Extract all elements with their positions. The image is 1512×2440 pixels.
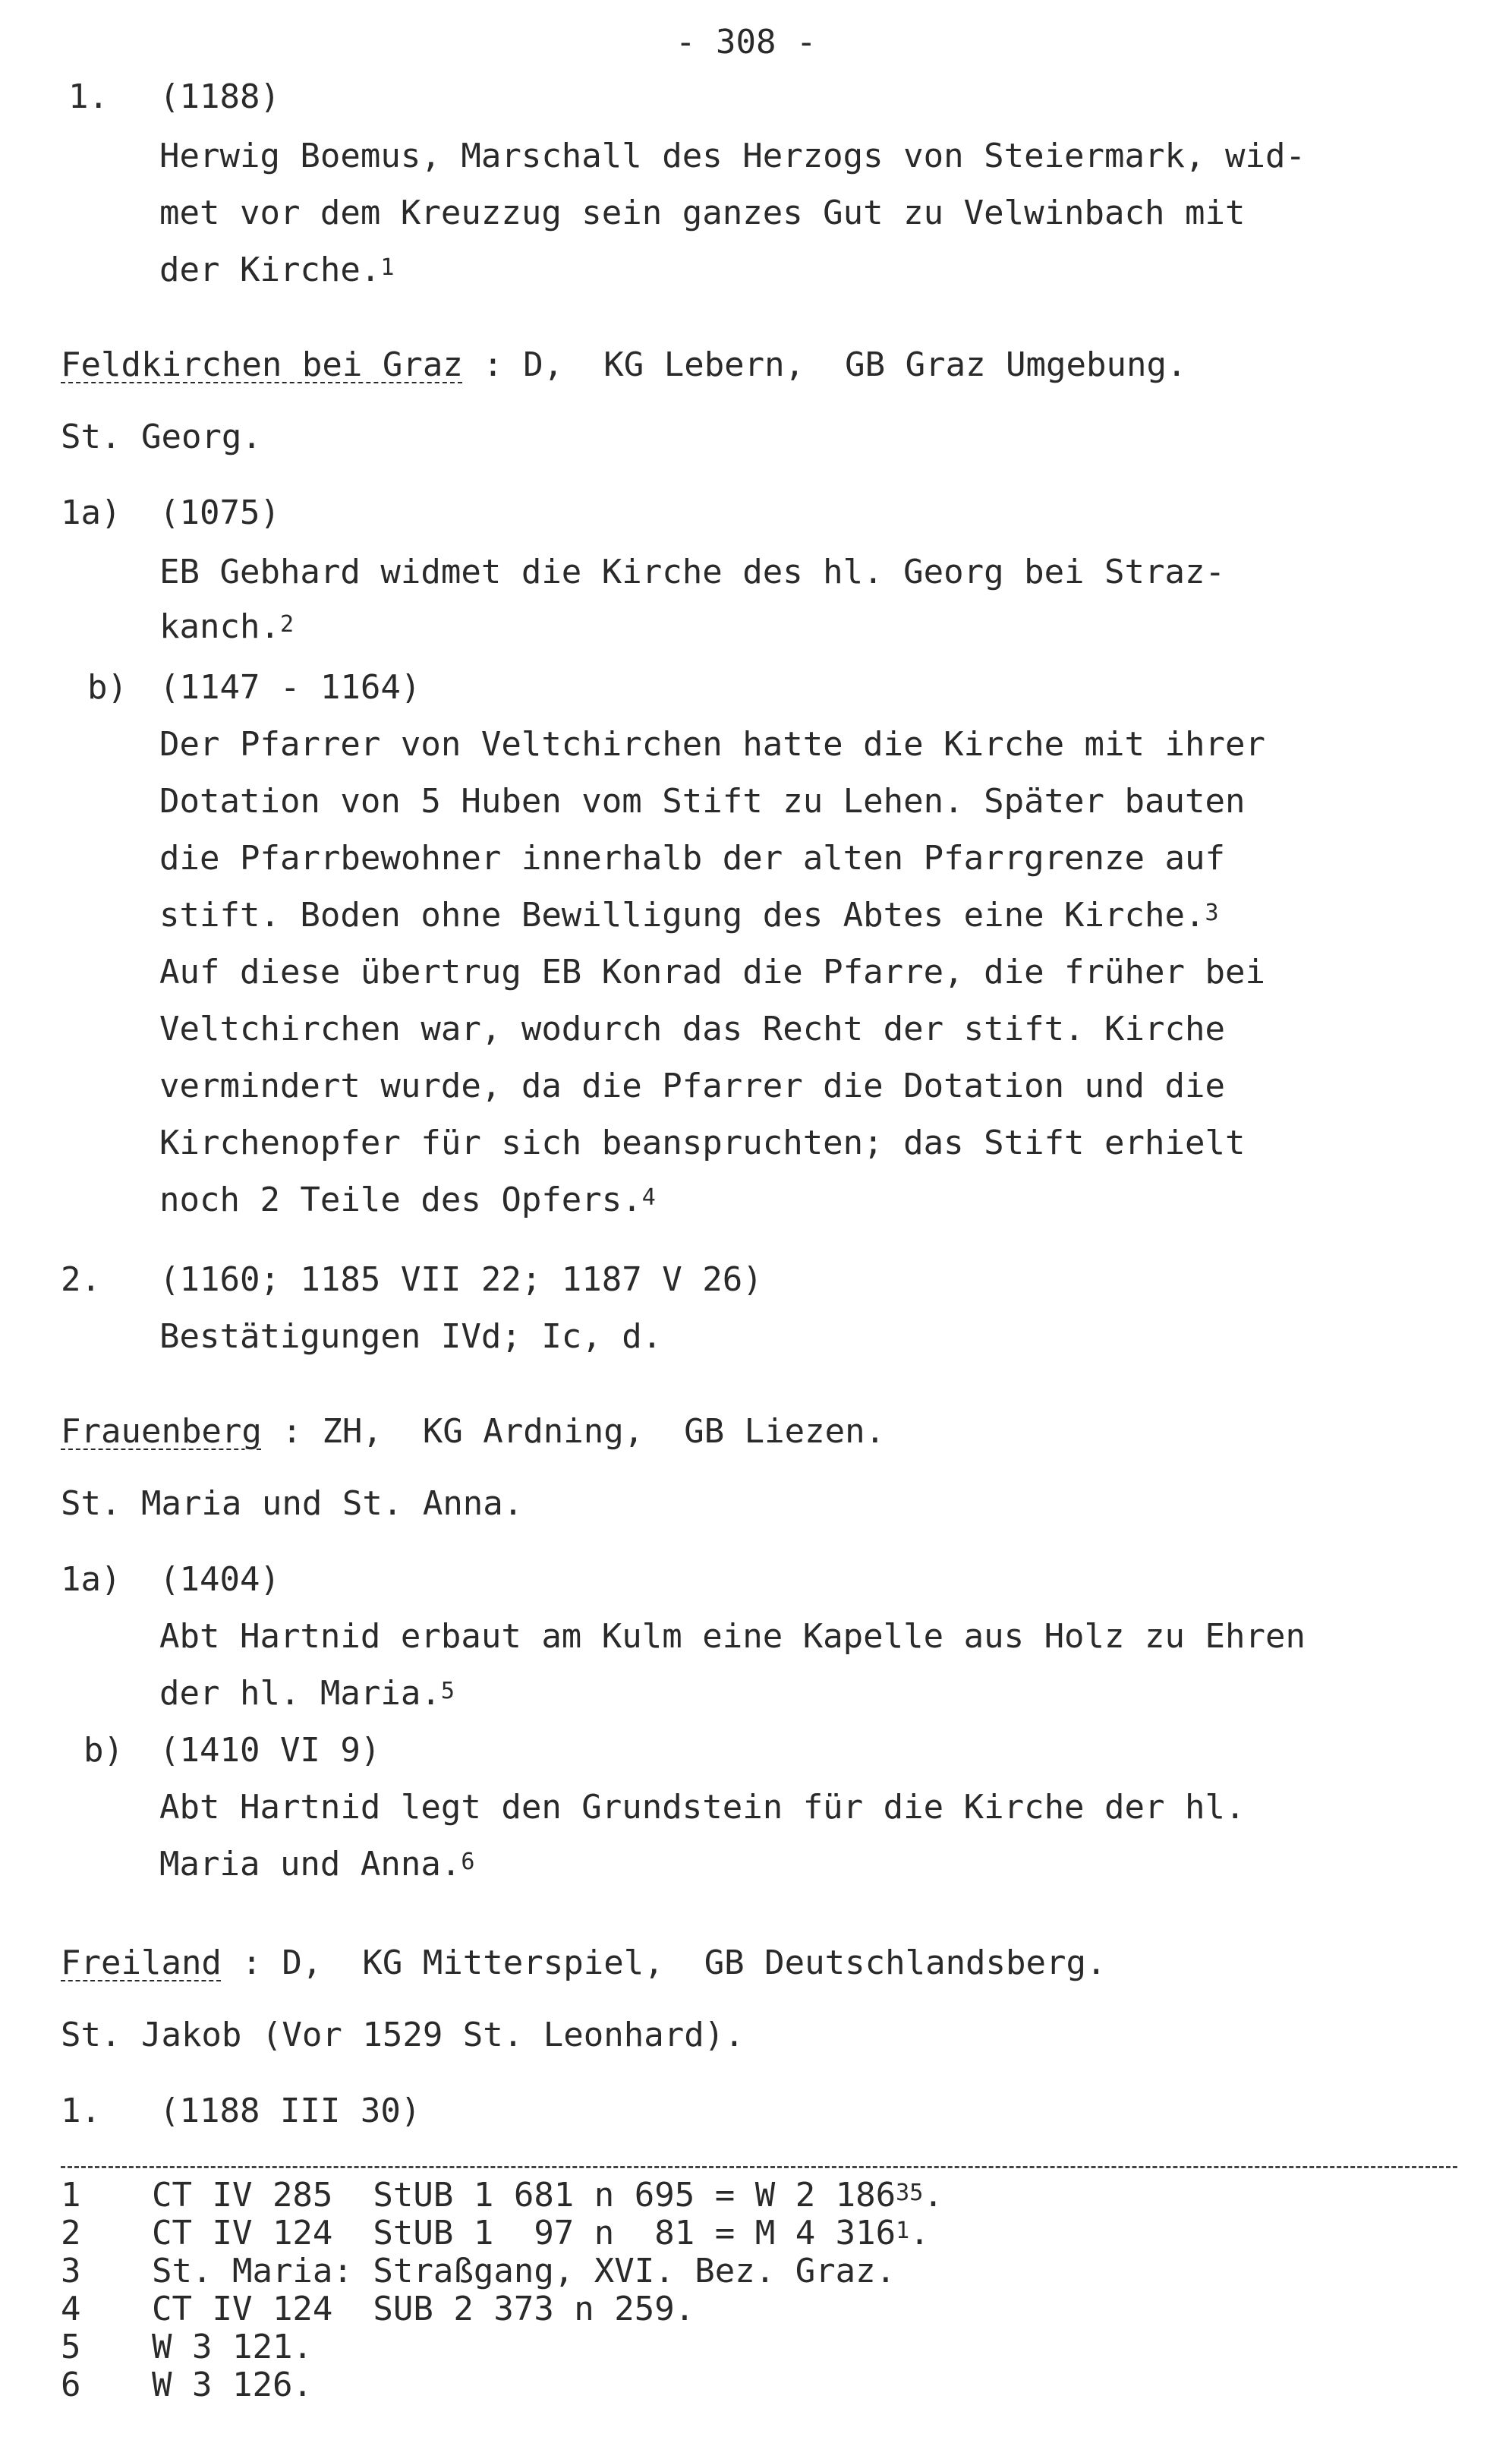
place-name: Freiland	[61, 1943, 222, 1982]
place-heading: Feldkirchen bei Graz : D, KG Lebern, GB Graz Umgebung.	[61, 345, 1187, 384]
entry-date: (1188 III 30)	[159, 2092, 421, 2130]
entry-text-line: met vor dem Kreuzzug sein ganzes Gut zu Velwinbach mit	[159, 194, 1246, 232]
entry-text-line: Dotation von 5 Huben vom Stift zu Lehen. Später bauten	[159, 782, 1246, 821]
footnote-number: 6	[61, 2366, 81, 2404]
entry-date: (1075)	[159, 493, 280, 532]
footnote-text: W 3 126.	[152, 2366, 313, 2404]
footnote-number: 4	[61, 2290, 81, 2328]
patron-line: St. Georg.	[61, 418, 262, 456]
entry-text-line: Herwig Boemus, Marschall des Herzogs von Steiermark, wid-	[159, 137, 1306, 175]
entry-number: 1a)	[61, 493, 121, 532]
entry-text-line: Abt Hartnid legt den Grundstein für die Kirche der hl.	[159, 1788, 1246, 1827]
entry-text-line: der hl. Maria.$^5$	[159, 1674, 455, 1713]
entry-text-line: die Pfarrbewohner innerhalb der alten Pfarrgrenze auf	[159, 839, 1225, 878]
entry-text-line: Veltchirchen war, wodurch das Recht der stift. Kirche	[159, 1010, 1225, 1048]
footnote-ref: 4	[641, 1184, 656, 1211]
footnote-number: 3	[61, 2252, 81, 2290]
entry-number: b)	[83, 1731, 124, 1770]
entry-date: (1404)	[159, 1560, 280, 1599]
entry-text-line: stift. Boden ohne Bewilligung des Abtes eine Kirche.$^3$	[159, 896, 1219, 935]
entry-number: 1.	[61, 2092, 101, 2130]
entry-text-line: Bestätigungen IVd; Ic, d.	[159, 1317, 663, 1356]
patron-line: St. Jakob (Vor 1529 St. Leonhard).	[61, 2016, 745, 2054]
entry-text-line: Auf diese übertrug EB Konrad die Pfarre, die früher bei	[159, 953, 1265, 991]
entry-date: (1188)	[159, 77, 280, 116]
entry-text-line: der Kirche.$^1$	[159, 251, 395, 289]
footnote-text: CT IV 124 StUB 1 97 n 81 = M 4 $316^1$.	[152, 2214, 930, 2252]
entry-text-line: Abt Hartnid erbaut am Kulm eine Kapelle aus Holz zu Ehren	[159, 1617, 1306, 1656]
entry-number: 2.	[61, 1260, 101, 1299]
footnote-text: W 3 121.	[152, 2328, 313, 2366]
entry-text-line: Maria und Anna.$^6$	[159, 1845, 475, 1884]
footnote-ref: 5	[440, 1678, 455, 1704]
entry-text-line: kanch.$^2$	[159, 607, 295, 646]
entry-text-line: Kirchenopfer für sich beanspruchten; das Stift erhielt	[159, 1124, 1246, 1162]
footnote-number: 2	[61, 2214, 81, 2252]
place-name: Feldkirchen bei Graz	[61, 345, 463, 384]
page-number: - 308 -	[676, 23, 817, 61]
footnote-separator	[61, 2166, 1457, 2168]
footnote-ref: 1	[380, 254, 395, 281]
footnote-text: CT IV 285 StUB 1 681 n 695 = W 2 $186^{35}$.	[152, 2176, 943, 2215]
place-heading: Freiland : D, KG Mitterspiel, GB Deutschlandsberg.	[61, 1943, 1107, 1982]
entry-text-line: noch 2 Teile des Opfers.$^4$	[159, 1181, 656, 1219]
place-name: Frauenberg	[61, 1412, 262, 1451]
entry-date: (1160; 1185 VII 22; 1187 V 26)	[159, 1260, 763, 1299]
footnote-ref: 6	[461, 1849, 475, 1875]
patron-line: St. Maria und St. Anna.	[61, 1484, 524, 1523]
footnote-ref: 2	[279, 611, 295, 638]
footnote-number: 1	[61, 2176, 81, 2215]
entry-number: 1a)	[61, 1560, 121, 1599]
entry-number: 1.	[68, 77, 109, 116]
entry-date: (1147 - 1164)	[159, 668, 421, 707]
entry-date: (1410 VI 9)	[159, 1731, 381, 1770]
footnote-text: CT IV 124 SUB 2 373 n 259.	[152, 2290, 695, 2328]
footnote-number: 5	[61, 2328, 81, 2366]
footnote-ref: 3	[1205, 900, 1219, 926]
entry-text-line: EB Gebhard widmet die Kirche des hl. Georg bei Straz-	[159, 553, 1225, 591]
footnote-text: St. Maria: Straßgang, XVI. Bez. Graz.	[152, 2252, 896, 2290]
entry-text-line: vermindert wurde, da die Pfarrer die Dotation und die	[159, 1067, 1225, 1105]
entry-number: b)	[87, 668, 128, 707]
place-heading: Frauenberg : ZH, KG Ardning, GB Liezen.	[61, 1412, 886, 1451]
entry-text-line: Der Pfarrer von Veltchirchen hatte die Kirche mit ihrer	[159, 725, 1265, 764]
